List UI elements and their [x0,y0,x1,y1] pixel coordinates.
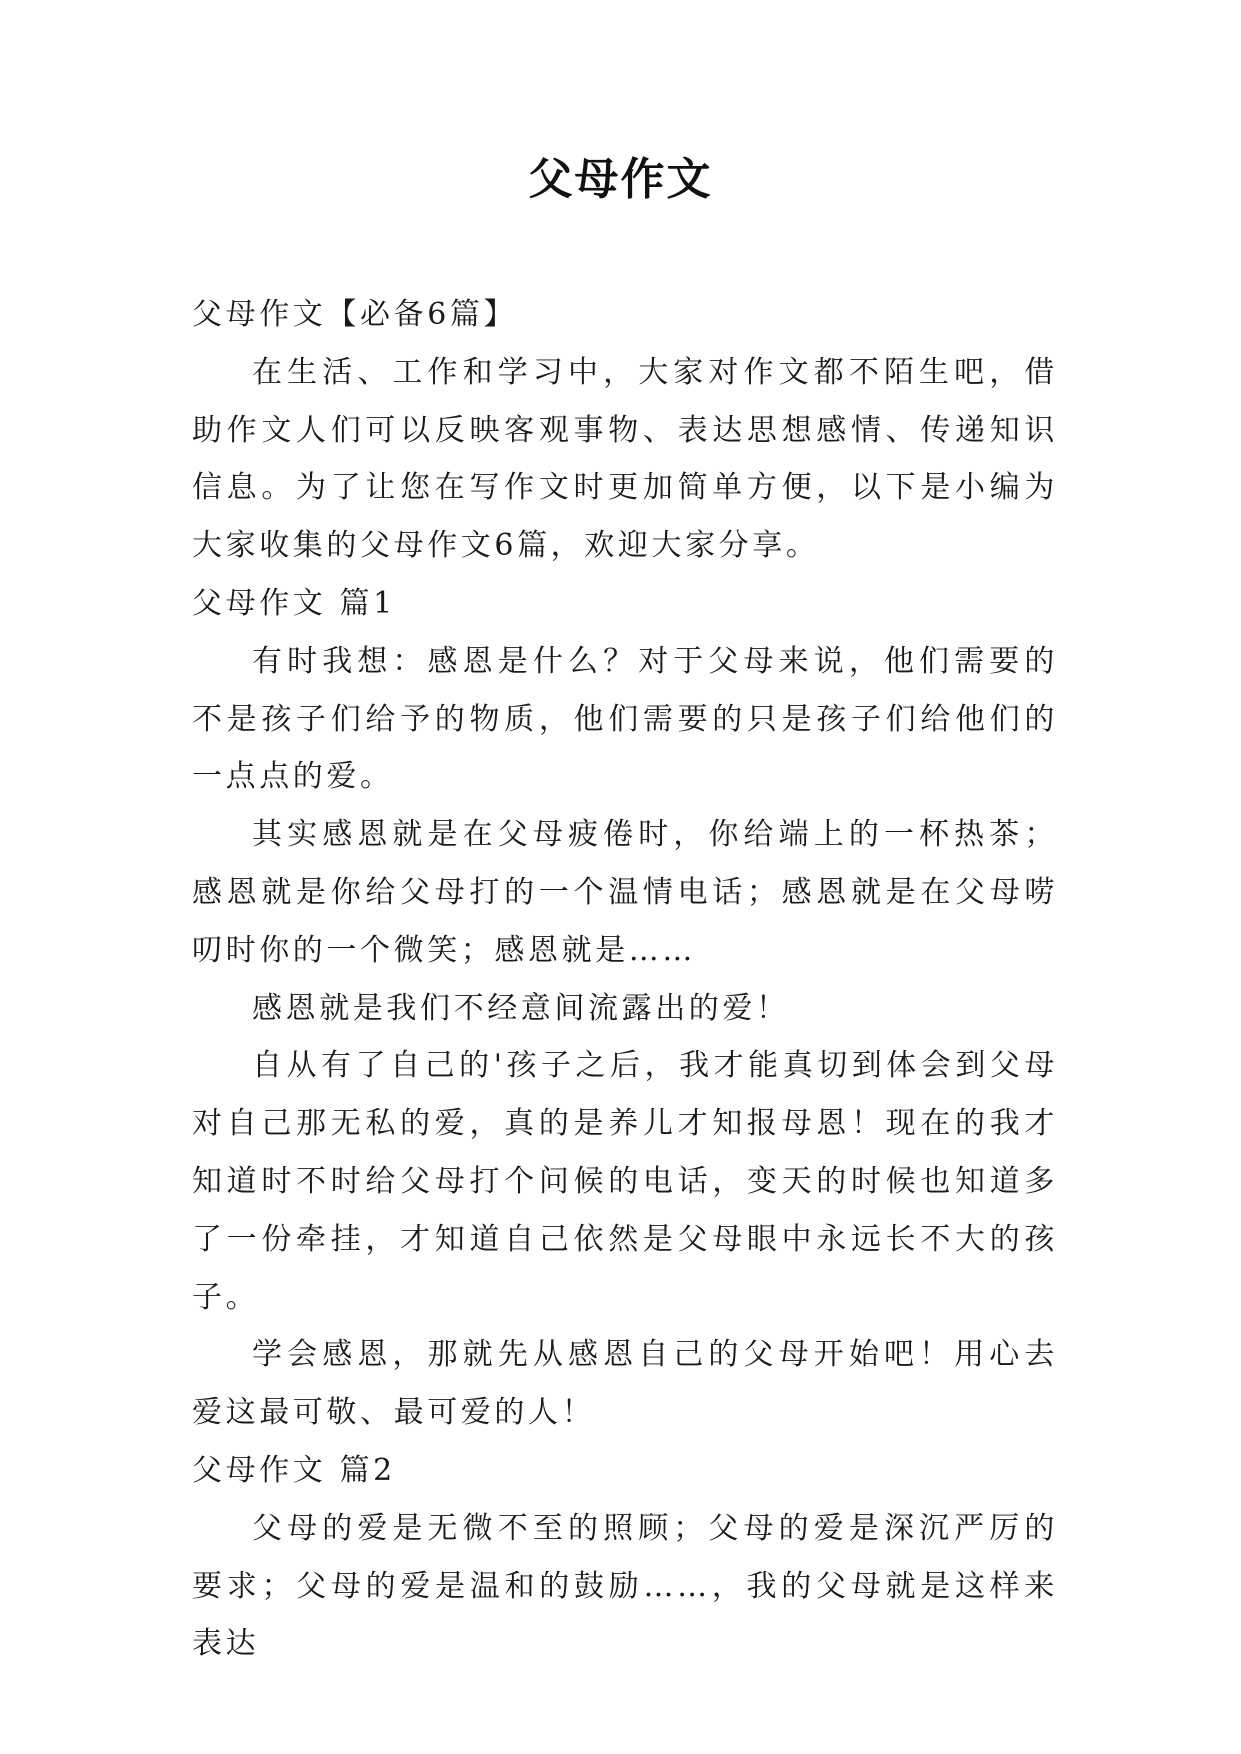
section-2-paragraph-1: 父母的爱是无微不至的照顾；父母的爱是深沉严厉的要求；父母的爱是温和的鼓励……，我的父母就是这样来表达 [192,1510,1058,1662]
document-title: 父母作文 [528,154,713,205]
document-subtitle: 父母作文【必备6篇】 [192,297,518,332]
section-1-paragraph-5: 学会感恩，那就先从感恩自己的父母开始吧！用心去爱这最可敬、最可爱的人！ [192,1337,1058,1431]
section-1-paragraph-4: 自从有了自己的'孩子之后，我才能真切到体会到父母对自己那无私的爱，真的是养儿才知报母恩！现在的我才知道时不时给父母打个问候的电话，变天的时候也知道多了一份牵挂，才知道自己依然是父母眼中永远长不大的孩子。 [192,1048,1058,1315]
document-body [192,286,1058,1673]
intro-paragraph: 在生活、工作和学习中，大家对作文都不陌生吧，借助作文人们可以反映客观事物、表达思想感情、传递知识信息。为了让您在写作文时更加简单方便，以下是小编为大家收集的父母作文6篇，欢迎大家分享。 [192,354,1058,564]
section-1-paragraph-1: 有时我想：感恩是什么？对于父母来说，他们需要的不是孩子们给予的物质，他们需要的只是孩子们给他们的一点点的爱。 [192,643,1058,795]
section-1-paragraph-3: 感恩就是我们不经意间流露出的爱！ [252,990,790,1026]
section-heading-2: 父母作文 篇2 [192,1452,396,1488]
section-heading-1: 父母作文 篇1 [192,585,396,621]
section-1-paragraph-2: 其实感恩就是在父母疲倦时，你给端上的一杯热茶；感恩就是你给父母打的一个温情电话；感恩就是在父母唠叨时你的一个微笑；感恩就是…… [192,817,1058,968]
